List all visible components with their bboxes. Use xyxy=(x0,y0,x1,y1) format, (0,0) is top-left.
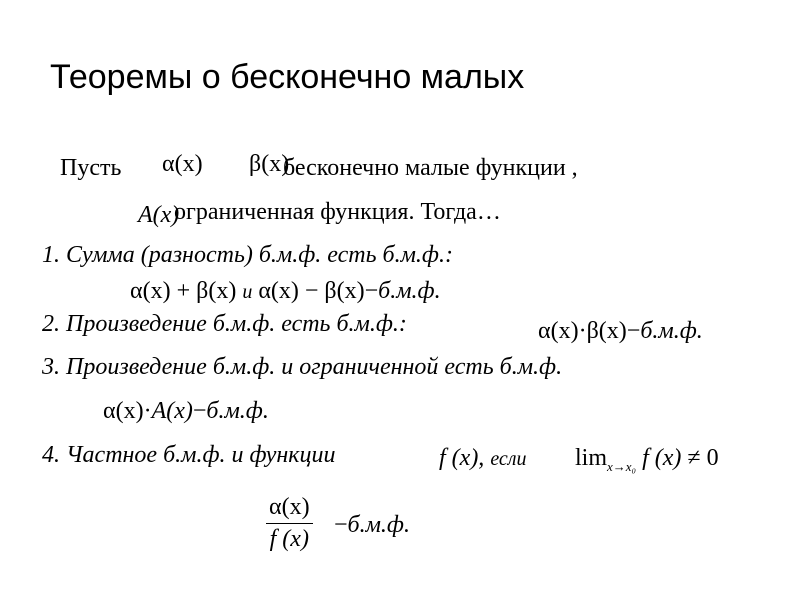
fraction-result xyxy=(334,512,410,539)
theorem-3-text: 3. Произведение б.м.ф. и ограниченной есть б.м.ф. xyxy=(42,354,563,380)
fraction-numerator: α(x) xyxy=(269,494,310,520)
fraction-denominator-text: f (x) xyxy=(269,526,309,552)
f2-dash: − xyxy=(626,318,641,344)
f1-alpha: α(x) xyxy=(130,278,171,304)
theorem-3-formula xyxy=(103,398,269,425)
f1-dash: − xyxy=(364,278,379,304)
intro-let: Пусть xyxy=(60,155,122,181)
intro-bounded: ограниченная функция. Тогда… xyxy=(174,199,501,225)
f1-plus: + xyxy=(176,278,191,304)
f4-lim-sub: x→x₀ xyxy=(607,458,637,474)
theorem-2-formula xyxy=(538,318,703,345)
f4-fx: f (x) xyxy=(642,445,682,471)
A-x-text: A(x) xyxy=(138,202,180,228)
f3-alpha: α(x) xyxy=(103,398,144,424)
f1-and: и xyxy=(242,281,253,303)
theorem-4-text: 4. Частное б.м.ф. и функции xyxy=(42,442,336,468)
f1-minus: − xyxy=(304,278,319,304)
f4-ne: ≠ 0 xyxy=(687,445,719,471)
theorem-1-text: 1. Сумма (разность) б.м.ф. есть б.м.ф.: xyxy=(42,242,453,268)
theorem-4-limit xyxy=(575,445,719,475)
quotient-fraction xyxy=(266,494,313,553)
f4-lim: lim xyxy=(575,445,608,471)
f1-beta: β(x) xyxy=(196,278,237,304)
slide-title: Теоремы о бесконечно малых xyxy=(50,58,525,96)
f3-A: A(x) xyxy=(151,398,193,424)
f4-f: f (x), xyxy=(439,445,485,471)
alpha-x-text: α(x) xyxy=(162,151,203,177)
alpha-x xyxy=(162,151,203,178)
f4-if: если xyxy=(490,448,527,470)
fraction-bar xyxy=(266,523,313,524)
f1-result: б.м.ф. xyxy=(378,278,441,304)
f3-dash: − xyxy=(192,398,207,424)
theorem-1-formula xyxy=(130,278,441,305)
theorem-2-text: 2. Произведение б.м.ф. есть б.м.ф.: xyxy=(42,311,407,337)
beta-x-text: β(x) xyxy=(249,151,290,177)
f3-dot: · xyxy=(143,398,152,424)
intro-description: бесконечно малые функции , xyxy=(283,155,578,181)
f1-beta2: β(x) xyxy=(324,278,365,304)
fraction-denominator xyxy=(266,526,313,553)
f3-result: б.м.ф. xyxy=(206,398,269,424)
f2-result: б.м.ф. xyxy=(640,318,703,344)
theorem-4-condition xyxy=(439,445,527,472)
fraction-result-text: б.м.ф. xyxy=(347,512,410,538)
fraction-dash: − xyxy=(334,512,348,538)
f2-beta: β(x) xyxy=(586,318,627,344)
f2-alpha: α(x) xyxy=(538,318,579,344)
f2-dot: · xyxy=(578,318,587,344)
f1-alpha2: α(x) xyxy=(258,278,299,304)
